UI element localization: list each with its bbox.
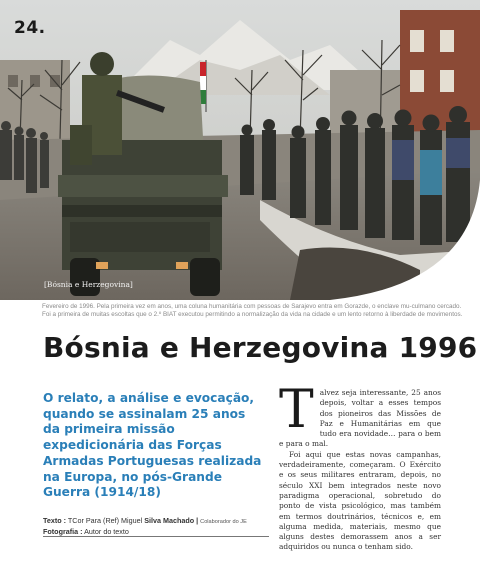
body-paragraph-1: alvez seja interessante, 25 anos depois, voltar a esses tempos dos pioneiros das Missões de Paz e Humanitárias em que tudo era novidade… para o bem e para o mal. xyxy=(279,388,441,449)
text-credit-author: Silva Machado xyxy=(144,516,195,525)
body-paragraph-2: Foi aqui que estas novas campanhas, verdadeiramente, começaram. O Exército e os seus militares entraram, depois, no século XXI bem integrados neste novo paradigma operacional, sobretudo do ponto de vista psicológico, mas também em termos doutrinários, técnicos e, em alguma medida, materiais, mesmo que alguns destes demorassem anos a ser adquiridos ou nunca o tenham sido. xyxy=(279,449,441,552)
text-credit-prefix: TCor Para (Ref) Miguel xyxy=(67,516,143,525)
article-lead: O relato, a análise e evocação, quando se assinalam 25 anos da primeira missão expedicionária das Forças Armadas Portuguesas realizada na Europa, no pós-Grande Guerra (1914/18) xyxy=(43,391,262,500)
text-credit xyxy=(43,516,271,527)
article-body xyxy=(279,380,441,553)
article-credits xyxy=(43,516,271,537)
photo-credit-author: Autor do texto xyxy=(84,527,129,536)
photo-caption: Fevereiro de 1996. Pela primeira vez em anos, uma coluna humanitária com pessoas de Sarajevo entra em Gorazde, o enclave mu-culmano cercado. Foi a primeira de muitas escoltas que o 2.º BIAT executou permitindo a normalização da vida na cidade e um lento retorno à liberdade de movimentos. xyxy=(42,303,463,319)
photo-credit-label: Fotografia : xyxy=(43,527,83,536)
text-credit-role: Colaborador do JE xyxy=(200,519,247,525)
text-credit-separator: | xyxy=(196,516,199,525)
article-title: Bósnia e Herzegovina 1996 xyxy=(43,331,478,364)
drop-cap: T xyxy=(279,380,314,440)
text-credit-label: Texto : xyxy=(43,516,67,525)
credits-divider xyxy=(43,536,269,537)
photo-credit: [Bósnia e Herzegovina] xyxy=(44,280,133,289)
page-number: 24. xyxy=(14,18,46,38)
